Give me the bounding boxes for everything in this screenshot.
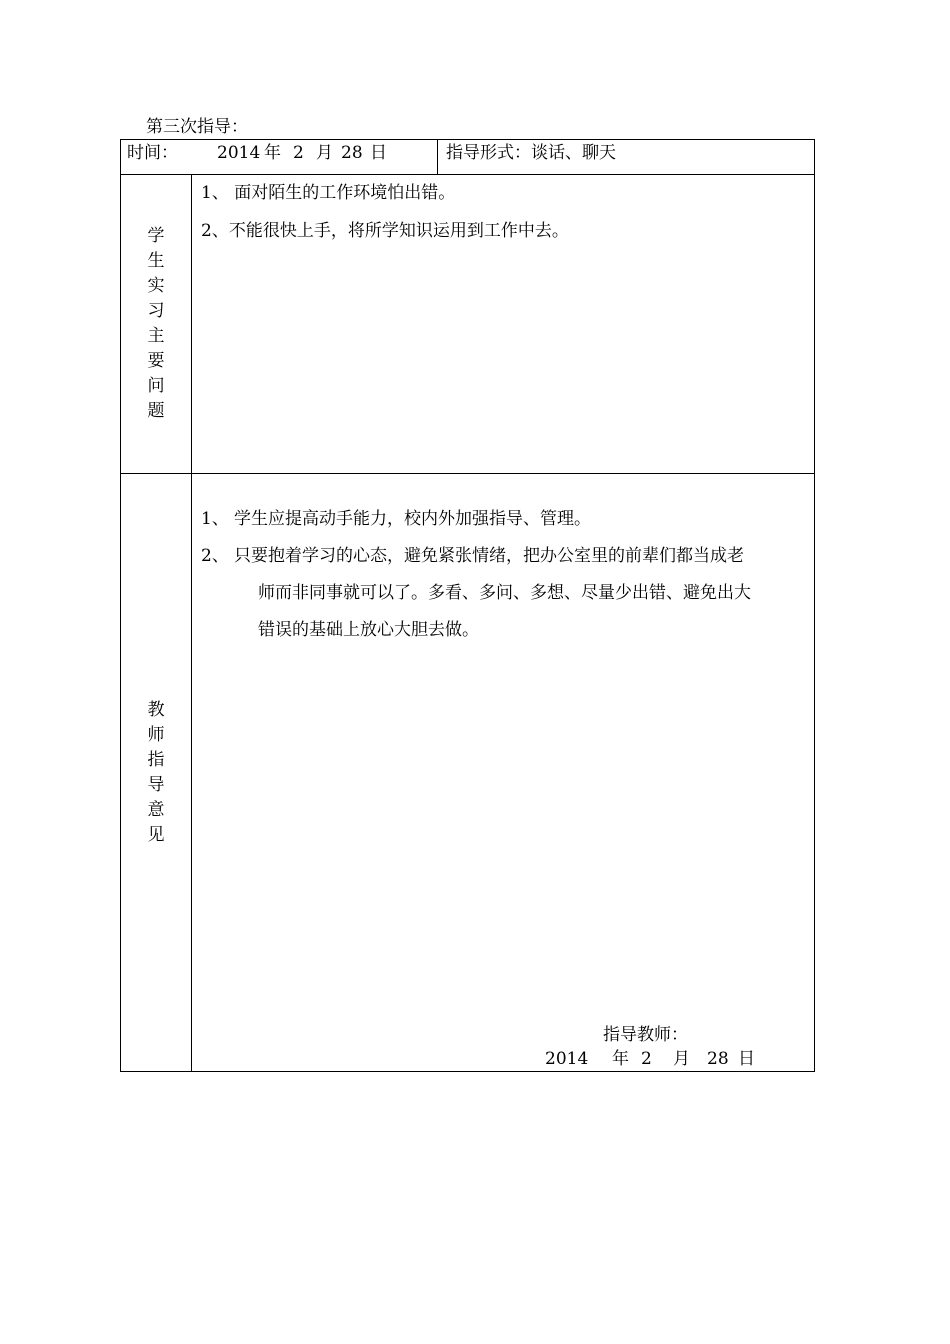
problems-label-char: 问 [147, 376, 165, 396]
opinion-label-char: 指 [147, 750, 165, 770]
signature-date-year: 2014 [545, 1049, 589, 1069]
opinion-label-char: 见 [147, 825, 165, 845]
signature-date-day: 28 [707, 1049, 729, 1069]
problems-section-label [121, 224, 191, 424]
time-day-unit: 日 [370, 143, 387, 163]
problems-label-char: 习 [147, 301, 165, 321]
time-day: 28 [341, 143, 363, 163]
signature-date-year-unit: 年 [612, 1049, 629, 1069]
problem-item-2: 2、不能很快上手，将所学知识运用到工作中去。 [201, 221, 569, 241]
problems-label-char: 生 [147, 251, 165, 271]
document-heading: 第三次指导： [146, 117, 248, 137]
opinion-item-2-number: 2、 [201, 546, 229, 566]
row-divider-2 [121, 473, 814, 474]
time-month-unit: 月 [316, 143, 333, 163]
opinion-item-1-text: 学生应提高动手能力，校内外加强指导、管理。 [234, 509, 591, 529]
problems-label-char: 学 [147, 226, 165, 246]
opinion-item-1-number: 1、 [201, 509, 229, 529]
signature-date-month-unit: 月 [673, 1049, 690, 1069]
time-label: 时间： [127, 143, 178, 163]
opinion-section-label [121, 698, 191, 848]
col-divider-label-content [191, 174, 192, 1072]
problem-item-1: 1、 面对陌生的工作环境怕出错。 [201, 183, 456, 203]
time-year: 2014 [217, 143, 261, 163]
row-divider-1 [121, 174, 814, 175]
opinion-item-2-line-2: 师而非同事就可以了。多看、多问、多想、尽量少出错、避免出大 [258, 583, 751, 603]
problems-label-char: 要 [147, 351, 165, 371]
col-divider-time-form [437, 140, 438, 174]
problems-label-char: 题 [147, 401, 165, 421]
opinion-label-char: 师 [147, 725, 165, 745]
problems-label-char: 实 [147, 276, 165, 296]
guidance-record-table [120, 139, 815, 1072]
opinion-item-2-line-1: 只要抱着学习的心态，避免紧张情绪，把办公室里的前辈们都当成老 [234, 546, 744, 566]
signature-date-month: 2 [641, 1049, 652, 1069]
time-year-unit: 年 [264, 143, 281, 163]
signature-label: 指导教师： [603, 1025, 688, 1045]
opinion-label-char: 导 [147, 775, 165, 795]
time-month: 2 [293, 143, 304, 163]
opinion-label-char: 教 [147, 700, 165, 720]
problems-label-char: 主 [147, 326, 165, 346]
opinion-label-char: 意 [147, 800, 165, 820]
signature-date-day-unit: 日 [738, 1049, 755, 1069]
guidance-form-label: 指导形式：谈话、聊天 [446, 143, 616, 163]
opinion-item-2-line-3: 错误的基础上放心大胆去做。 [258, 620, 479, 640]
